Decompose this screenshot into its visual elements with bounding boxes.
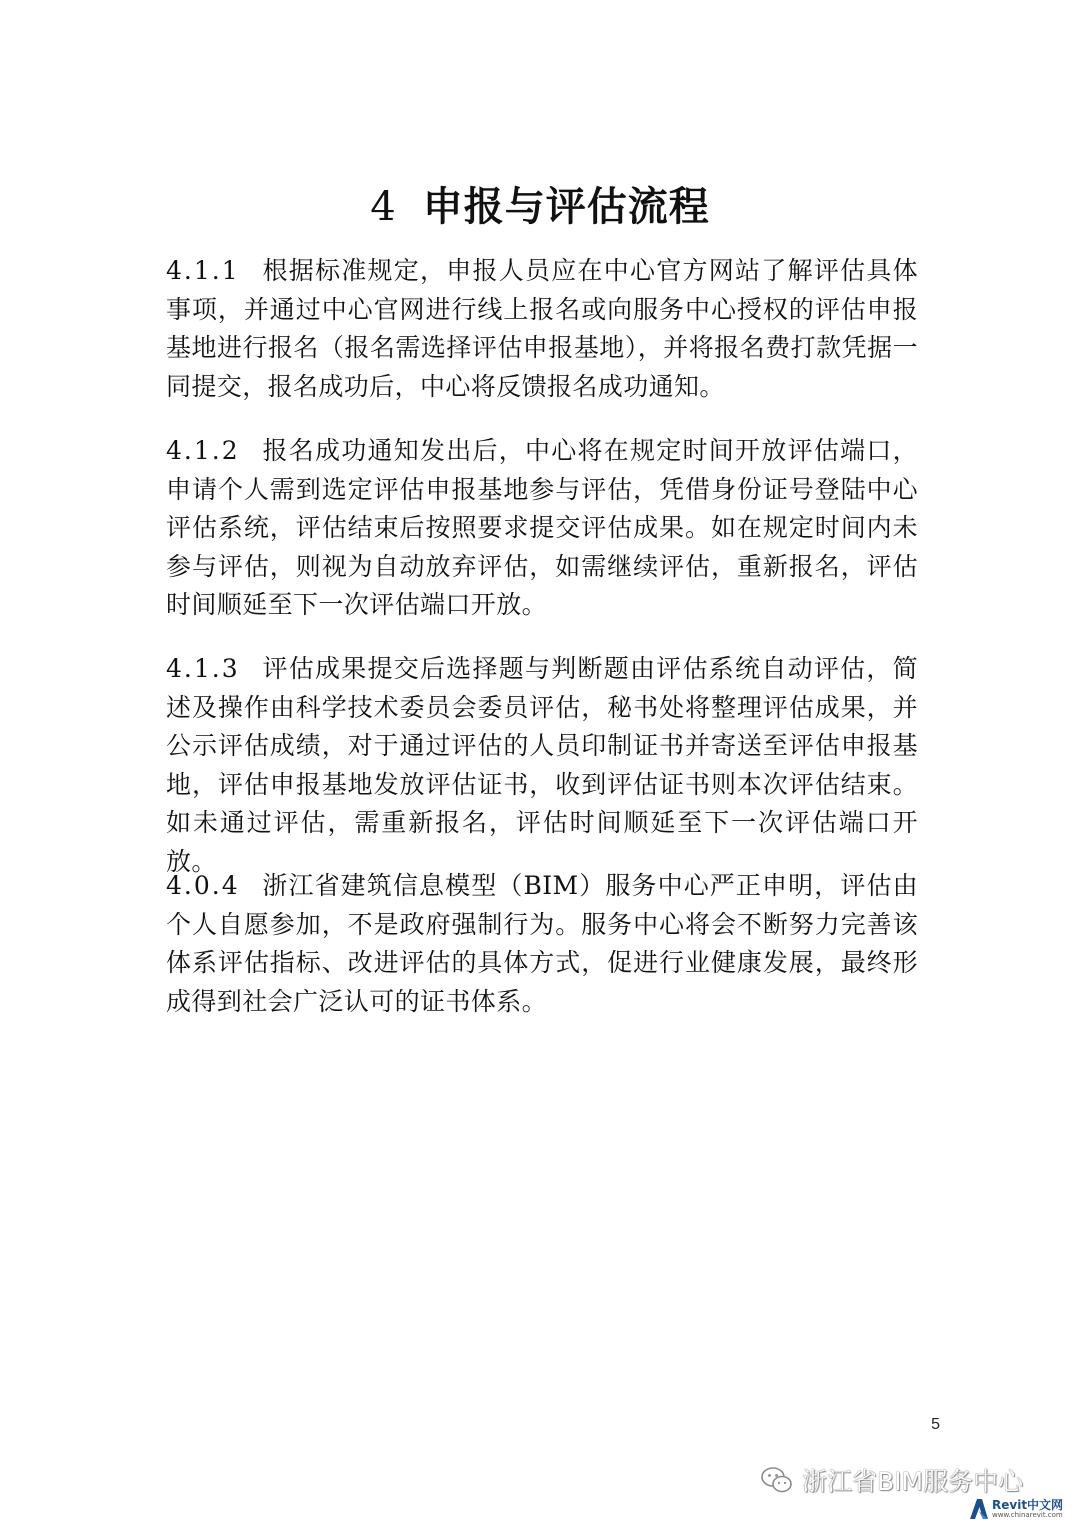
clause-number: 4.1.2 (166, 436, 240, 465)
clause-4-0-4 (166, 867, 918, 1021)
clause-number: 4.0.4 (166, 871, 240, 900)
revit-logo-brand: Revit中文网 (992, 1498, 1064, 1512)
revit-logo-url: www.chinarevit.com (992, 1511, 1063, 1519)
clause-text: 根据标准规定，申报人员应在中心官方网站了解评估具体事项，并通过中心官网进行线上报名或向服务中心授权的评估申报基地进行报名（报名需选择评估申报基地），并将报名费打款凭据一同提交，报名成功后，中心将反馈报名成功通知。 (166, 256, 918, 401)
clause-4-1-1 (166, 252, 918, 406)
clause-text: 报名成功通知发出后，中心将在规定时间开放评估端口，申请个人需到选定评估申报基地参与评估，凭借身份证号登陆中心评估系统，评估结束后按照要求提交评估成果。如在规定时间内未参与评估，则视为自动放弃评估，如需继续评估，重新报名，评估时间顺延至下一次评估端口开放。 (166, 436, 918, 620)
revit-logo (968, 1495, 1076, 1523)
clause-4-1-2 (166, 432, 918, 625)
chapter-number: 4 (370, 184, 397, 230)
clause-text: 评估成果提交后选择题与判断题由评估系统自动评估，简述及操作由科学技术委员会委员评估，秘书处将整理评估成果，并公示评估成绩，对于通过评估的人员印制证书并寄送至评估申报基地，评估申报基地发放评估证书，收到评估证书则本次评估结束。如未通过评估，需重新报名，评估时间顺延至下一次评估端口开放。 (166, 654, 918, 876)
wechat-icon (760, 1465, 794, 1495)
chapter-title (0, 175, 1080, 232)
watermark-text: 浙江省BIM服务中心 (802, 1467, 1024, 1496)
page-number: 5 (931, 1416, 940, 1433)
clause-text: 浙江省建筑信息模型（BIM）服务中心严正申明，评估由个人自愿参加，不是政府强制行为。服务中心将会不断努力完善该体系评估指标、改进评估的具体方式，促进行业健康发展，最终形成得到社会广泛认可的证书体系。 (166, 871, 918, 1016)
revit-logo-icon (968, 1497, 990, 1521)
clause-number: 4.1.3 (166, 654, 240, 683)
chapter-title-text: 申报与评估流程 (422, 183, 710, 230)
clause-number: 4.1.1 (166, 256, 240, 285)
wechat-watermark (760, 1462, 1023, 1498)
clause-4-1-3 (166, 650, 918, 882)
